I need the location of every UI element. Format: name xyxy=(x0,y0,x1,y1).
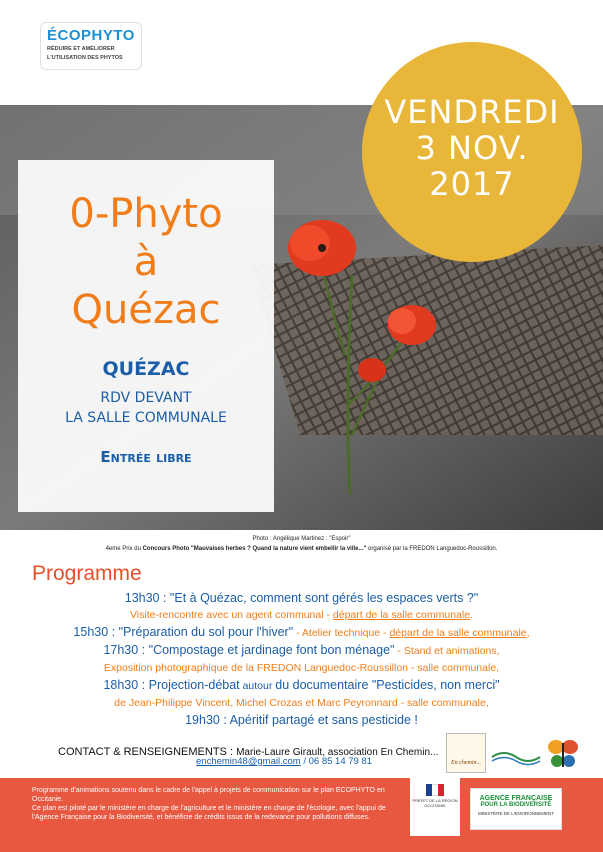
event-place: QUÉZAC xyxy=(102,358,190,380)
date-year: 2017 xyxy=(429,165,515,203)
programme-title: Programme xyxy=(32,562,142,585)
meeting-point-line-1: RDV DEVANT xyxy=(100,390,192,406)
date-circle xyxy=(362,42,582,262)
meeting-point-line-2: LA SALLE COMMUNALE xyxy=(65,410,227,426)
french-flag-icon xyxy=(426,784,444,796)
contact-label: CONTACT & RENSEIGNEMENTS : xyxy=(58,746,237,758)
contact-email-link[interactable]: enchemin48@gmail.com xyxy=(196,756,301,767)
logo-tagline-1: RÉDUIRE ET AMÉLIORER xyxy=(47,46,115,52)
title-line-3: Quézac xyxy=(71,287,221,333)
photo-credit xyxy=(0,534,603,554)
contact-person: Marie-Laure Girault, association En Chemin... xyxy=(236,747,439,758)
prefet-text: PRÉFET DE LA RÉGION OCCITANIE xyxy=(412,798,458,808)
title-box xyxy=(18,160,274,512)
programme-item-4: 18h30 : Projection-débat autour du documentaire "Pesticides, non merci" xyxy=(103,678,500,692)
meeting-point xyxy=(18,388,274,428)
title-line-2: à xyxy=(133,239,159,285)
programme-item-5: 19h30 : Apéritif partagé et sans pesticide ! xyxy=(185,713,418,727)
photo-credit-line-2: 4eme Prix du Concours Photo "Mauvaises herbes ? Quand la nature vient embellir la ville..." organisé par la FREDON Languedoc-Roussillon. xyxy=(105,546,498,552)
footer xyxy=(0,778,603,852)
date-day-month: 3 NOV. xyxy=(415,129,529,167)
programme-item-1-detail: Visite-rencontre avec un agent communal - départ de la salle communale. xyxy=(129,609,473,621)
butterfly-partner-logo xyxy=(546,737,580,771)
event-title xyxy=(18,190,274,334)
afb-logo: AGENCE FRANÇAISE POUR LA BIODIVERSITÉ MINISTÈRE DE L'ENVIRONNEMENT xyxy=(470,788,562,830)
programme-item-4-detail: de Jean-Philippe Vincent, Michel Crozas et Marc Peyronnard - salle communale, xyxy=(114,697,489,709)
programme-item-3: 17h30 : "Compostage et jardinage font bon ménage" - Stand et animations, xyxy=(103,643,500,657)
contact-details: enchemin48@gmail.com / 06 85 14 79 81 xyxy=(196,756,373,767)
title-line-1: 0-Phyto xyxy=(69,191,223,237)
logo-name: ÉCOPHYTO xyxy=(47,27,135,44)
free-entry: Entrée libre xyxy=(100,448,192,466)
enchemin-logo: En chemin... xyxy=(446,733,486,773)
wave-partner-logo xyxy=(490,745,542,767)
programme-list xyxy=(0,590,603,729)
programme-item-1: 13h30 : "Et à Quézac, comment sont gérés les espaces verts ?" xyxy=(124,591,479,605)
programme-item-2: 15h30 : "Préparation du sol pour l'hiver" - Atelier technique - départ de la salle communale, xyxy=(73,625,530,639)
footer-text-1: Programme d'animations soutenu dans le cadre de l'appel à projets de communication sur le plan ECOPHYTO en Occitanie. xyxy=(32,787,385,803)
photo-credit-line-1: Photo : Angélique Martinez : "Espoir" xyxy=(252,536,351,542)
footer-text xyxy=(32,786,392,822)
ecophyto-logo xyxy=(40,22,142,70)
contact-phone: 06 85 14 79 81 xyxy=(308,756,373,767)
programme-item-3-detail: Exposition photographique de la FREDON Languedoc-Roussillon - salle communale, xyxy=(103,662,500,674)
logo-tagline-2: L'UTILISATION DES PHYTOS xyxy=(47,54,123,61)
footer-text-2: Ce plan est piloté par le ministère en charge de l'agriculture et le ministère en charge de l'écologie, avec l'appui de l'Agence Française pour la Biodiversité, et bénéficie de crédits issus de la redevance pour pollutions diffuses. xyxy=(32,805,386,821)
prefet-logo xyxy=(410,778,460,836)
date-weekday: VENDREDI xyxy=(384,93,560,131)
